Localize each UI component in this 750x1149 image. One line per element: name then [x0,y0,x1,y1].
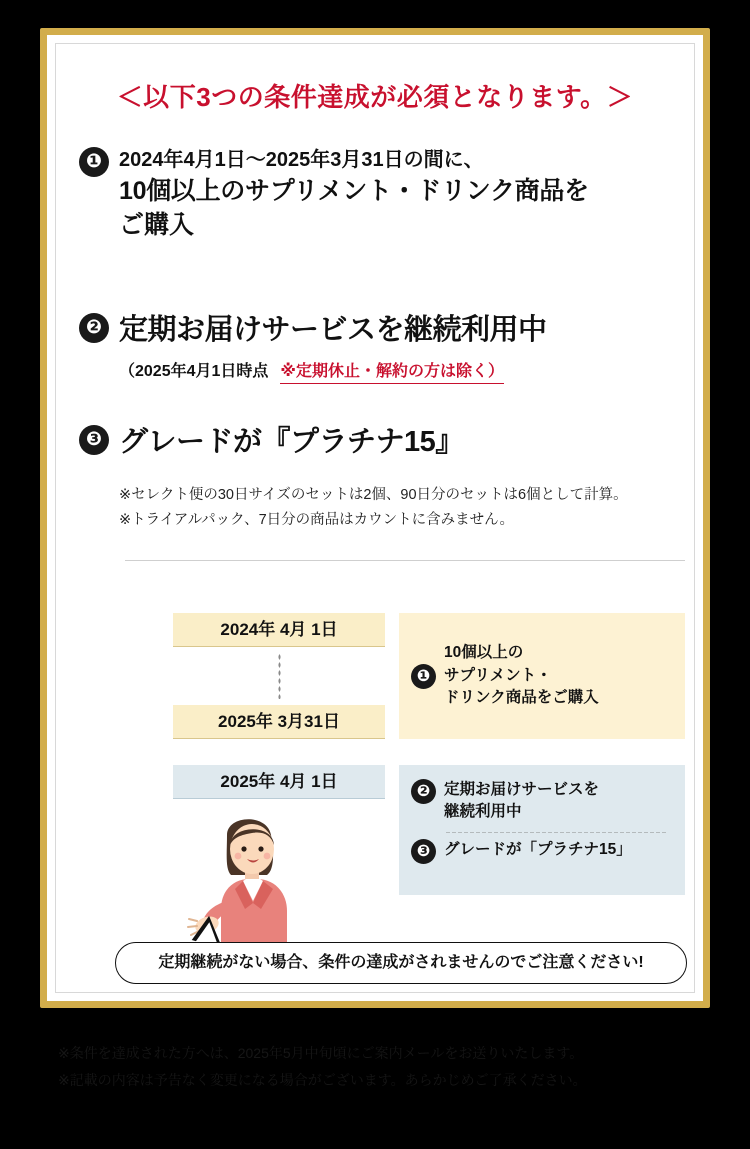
panel-subscription-1-line1: 定期お届けサービスを [444,781,600,798]
dotted-connector [278,653,281,699]
timeline-diagram [47,587,703,971]
footer-line-2: ※記載の内容は予告なく変更になる場合がございます。あらかじめご了承ください。 [58,1071,587,1088]
condition-number-1: ❶ [79,147,109,177]
panel-subscription-1-line2: 継続利用中 [444,803,522,821]
condition-1-line2: 10個以上のサプリメント・ドリンク商品を [119,177,589,205]
condition-row-3 [79,425,675,460]
condition-number-3: ❸ [79,425,109,455]
condition-row-1 [79,147,675,243]
condition-2-sub-plain: （2025年4月1日時点 [119,362,269,380]
condition-body-3 [119,425,675,460]
condition-1-line3: ご購入 [119,211,195,239]
condition-body-2 [119,313,675,384]
condition-2-sub [119,358,675,384]
footer-note [58,1040,698,1093]
condition-3-main: グレードが『プラチナ15』 [119,426,464,458]
panel-subscription [399,765,685,895]
panel-purchase-line3: ドリンク商品をご購入 [444,689,599,707]
caution-balloon: 定期継続がない場合、条件の達成がされませんのでご注意ください! [115,942,687,984]
panel-purchase-line2: サプリメント・ [444,666,552,684]
panel-purchase-number: ❶ [411,664,436,689]
condition-row-2 [79,313,675,384]
date-box-start: 2024年 4月 1日 [173,613,385,647]
date-box-end: 2025年 3月31日 [173,705,385,739]
panel-dotted-separator [445,832,667,833]
condition-2-main: 定期お届けサービスを継続利用中 [119,314,547,346]
page-title: ＜以下3つの条件達成が必須となります。＞ [116,82,634,112]
panel-subscription-item-1 [411,779,675,824]
panel-subscription-item-2 [411,839,675,864]
footer-line-1: ※条件を達成された方へは、2025年5月中旬頃にご案内メールをお送りいたします。 [58,1045,584,1061]
gold-frame-card [40,28,710,1008]
section-divider [125,560,685,561]
panel-subscription-number-2: ❸ [411,839,436,864]
note-line-2: ※トライアルパック、7日分の商品はカウントに含みません。 [119,511,515,528]
condition-body-1 [119,147,675,243]
date-box-checkpoint: 2025年 4月 1日 [173,765,385,799]
panel-subscription-number-1: ❷ [411,779,436,804]
condition-number-2: ❷ [79,313,109,343]
panel-purchase [399,613,685,739]
panel-subscription-text-1 [444,779,599,824]
panel-subscription-text-2: グレードが「プラチナ15」 [444,840,632,858]
panel-purchase-line1: 10個以上の [444,644,524,662]
note-line-1: ※セレクト便の30日サイズのセットは2個、90日分のセットは6個として計算。 [119,487,628,503]
condition-2-sub-note: ※定期休止・解約の方は除く） [280,358,504,384]
panel-purchase-text [444,642,599,709]
notes-block [119,483,673,532]
condition-1-line1: 2024年4月1日〜2025年3月31日の間に、 [119,149,484,171]
